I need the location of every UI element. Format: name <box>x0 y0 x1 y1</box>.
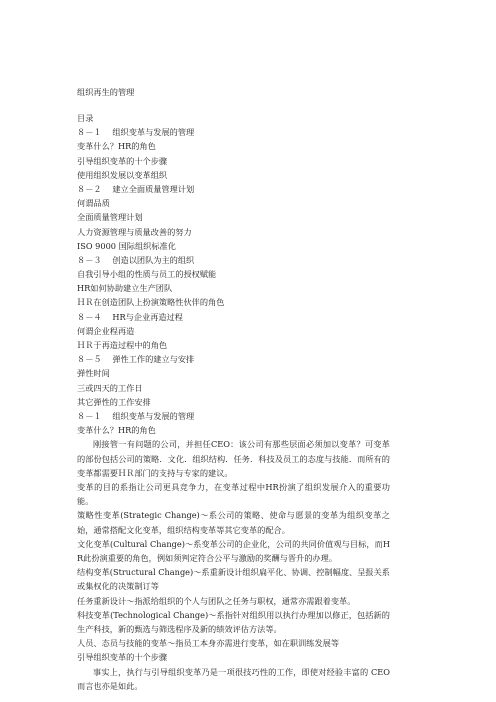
toc-item: ８－３ 创造以团队为主的组织 <box>77 254 195 265</box>
toc-item: 自我引导小组的性质与员工的授权赋能 <box>77 269 217 280</box>
toc-item: 何谓品质 <box>77 198 110 209</box>
toc-item: 人力资源管理与质量改善的努力 <box>77 226 192 237</box>
paragraph: 变革的目的系指让公司更具竞争力，在变革过程中HR扮演了组织发展介入的重要功能。 <box>77 481 390 507</box>
toc-item: ８－２ 建立全面质量管理计划 <box>77 183 195 194</box>
paragraph: 策略性变革(Strategic Change)～系公司的策略、使命与愿景的变革为组织变革之始，通常搭配文化变革，组织结构变革等其它变革的配合。 <box>77 510 390 535</box>
toc-item: 弹性时间 <box>77 368 110 379</box>
toc-item: ８－５ 弹性工作的建立与安排 <box>77 354 195 365</box>
toc-item: ８－４ HR与企业再造过程 <box>77 311 183 322</box>
paragraph: 刚接管一有问题的公司，并担任CEO：该公司有那些层面必须加以变革？可变革的部份包括公司的策略．文化．组织结构．任务．科技及员工的态度与技能．而所有的变革都需要ＨＲ部门的支持与专家的建议。 <box>77 439 390 478</box>
section-subheading: 变革什么？HR的角色 <box>77 425 156 436</box>
toc-item: 何谓企业程再造 <box>77 325 135 336</box>
toc-item: ISO 9000 国际组织标准化 <box>77 240 176 251</box>
toc-item: 三或四天的工作日 <box>77 382 143 393</box>
toc-item: 引导组织变革的十个步骤 <box>77 155 168 166</box>
toc-item: 变革什么？HR的角色 <box>77 141 156 152</box>
toc-item: ＨＲ在创造团队上扮演策略性伙伴的角色 <box>77 297 225 308</box>
table-of-contents <box>77 111 390 409</box>
toc-item: 使用组织发展以变革组织 <box>77 169 168 180</box>
toc-heading: 目录 <box>77 113 94 123</box>
paragraph: 文化变革(Cultural Change)～系变革公司的企业化，公司的共同价值观与目标，而HR此扮演重要的角色，例如须判定符合公平与激励的奖酬与晋升的办理。 <box>77 538 390 563</box>
toc-item: 全面质量管理计划 <box>77 212 143 223</box>
paragraph: 人员、态员与技能的变革～指员工本身亦需进行变革，如在职训练发展等 <box>77 638 340 649</box>
section-body <box>77 409 390 693</box>
toc-item: HR如何协助建立生产团队 <box>77 283 173 294</box>
paragraph: 事实上，执行与引导组织变革乃是一项很技巧性的工作，即使对经验丰富的 CEO 而言也亦是如此。 <box>77 666 390 691</box>
toc-item: 其它弹性的工作安排 <box>77 396 151 407</box>
section-subheading: 引导组织变革的十个步骤 <box>77 652 168 663</box>
paragraph: 结构变革(Structural Change)～系重新设计组织扁平化、协调、控制幅度、呈报关系或集权化的决策制订等 <box>77 567 390 592</box>
toc-item: ＨＲ于再造过程中的角色 <box>77 340 168 350</box>
paragraph: 科技变革(Technological Change)～系指针对组织用以执行办理加以修正，包括新的生产科技，新的甄选与筛选程序及新的绩效评估方法等。 <box>77 609 390 634</box>
document-title: 组织再生的管理 <box>77 87 135 97</box>
section-heading: ８－１ 组织变革与发展的管理 <box>77 410 195 421</box>
toc-item: ８－１ 组织变革与发展的管理 <box>77 127 195 138</box>
paragraph: 任务重新设计～指派给组织的个人与团队之任务与职权，通常亦需跟着变革。 <box>77 595 356 606</box>
